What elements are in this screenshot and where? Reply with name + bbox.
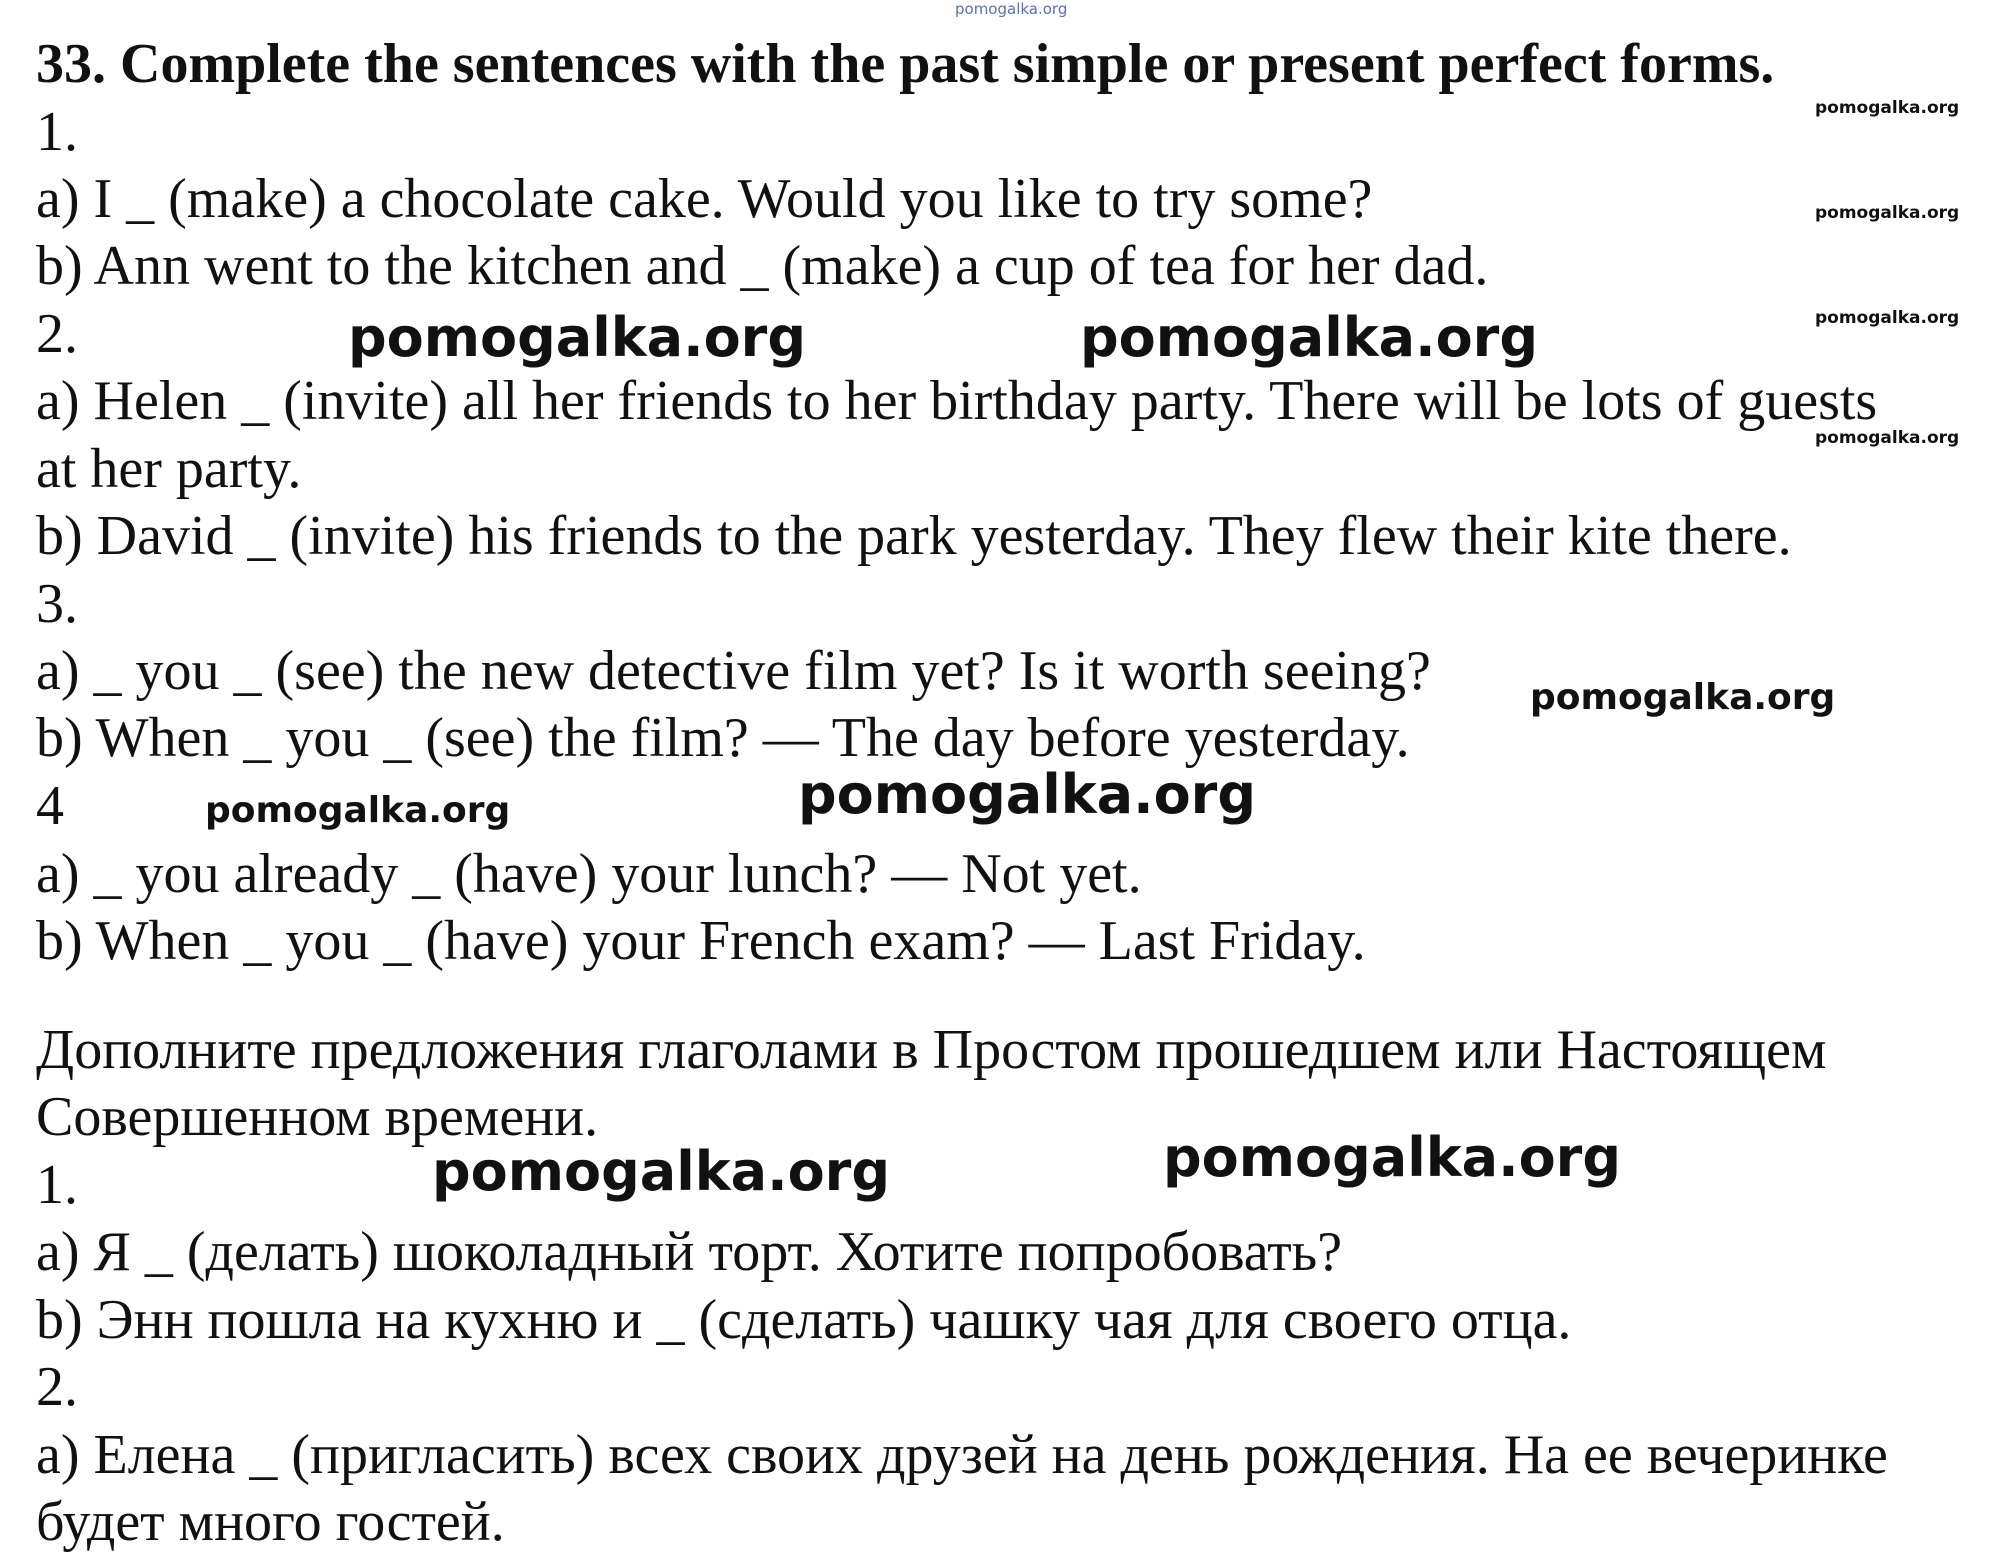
russian-instruction-continued: Совершенном времени. [36,1086,599,1148]
watermark-large-4: pomogalka.org [432,1140,890,1203]
russian-item-number-1: 1. [36,1154,78,1216]
watermark-mid-2: pomogalka.org [205,790,511,831]
russian-sentence-2a-continued: будет много гостей. [36,1491,505,1553]
sentence-2a: a) Helen _ (invite) all her friends to her birthday party. There will be lots of guests [36,370,1878,432]
sentence-3b: b) When _ you _ (see) the film? — The day before yesterday. [36,707,1410,769]
item-number-2: 2. [36,303,78,365]
watermark-small-2: pomogalka.org [1815,203,1960,223]
sentence-4a: a) _ you already _ (have) your lunch? — Not yet. [36,843,1142,905]
watermark-large-2: pomogalka.org [1080,306,1538,369]
russian-item-number-2: 2. [36,1356,78,1418]
watermark-large-3: pomogalka.org [798,763,1256,826]
russian-sentence-1b: b) Энн пошла на кухню и _ (сделать) чашку чая для своего отца. [36,1289,1572,1351]
russian-instruction: Дополните предложения глаголами в Простом прошедшем или Настоящем [36,1019,1827,1081]
sentence-1a: a) I _ (make) a chocolate cake. Would you like to try some? [36,168,1373,230]
watermark-small-4: pomogalka.org [1815,428,1960,448]
exercise-title: 33. Complete the sentences with the past simple or present perfect forms. [36,33,1775,95]
sentence-1b: b) Ann went to the kitchen and _ (make) a cup of tea for her dad. [36,235,1489,297]
watermark-mid-1: pomogalka.org [1530,677,1836,718]
sentence-2a-continued: at her party. [36,438,302,500]
watermark-large-5: pomogalka.org [1163,1126,1621,1189]
watermark-small-3: pomogalka.org [1815,308,1960,328]
watermark-top: pomogalka.org [955,0,1068,18]
russian-sentence-1a: a) Я _ (делать) шоколадный торт. Хотите попробовать? [36,1221,1343,1283]
sentence-2b: b) David _ (invite) his friends to the park yesterday. They flew their kite there. [36,505,1792,567]
watermark-large-1: pomogalka.org [348,306,806,369]
watermark-small-1: pomogalka.org [1815,98,1960,118]
item-number-4: 4 [36,775,64,837]
item-number-3: 3. [36,573,78,635]
sentence-3a: a) _ you _ (see) the new detective film yet? Is it worth seeing? [36,640,1431,702]
sentence-4b: b) When _ you _ (have) your French exam? — Last Friday. [36,910,1366,972]
russian-sentence-2a: a) Елена _ (пригласить) всех своих друзей на день рождения. На ее вечеринке [36,1424,1888,1486]
item-number-1: 1. [36,101,78,163]
